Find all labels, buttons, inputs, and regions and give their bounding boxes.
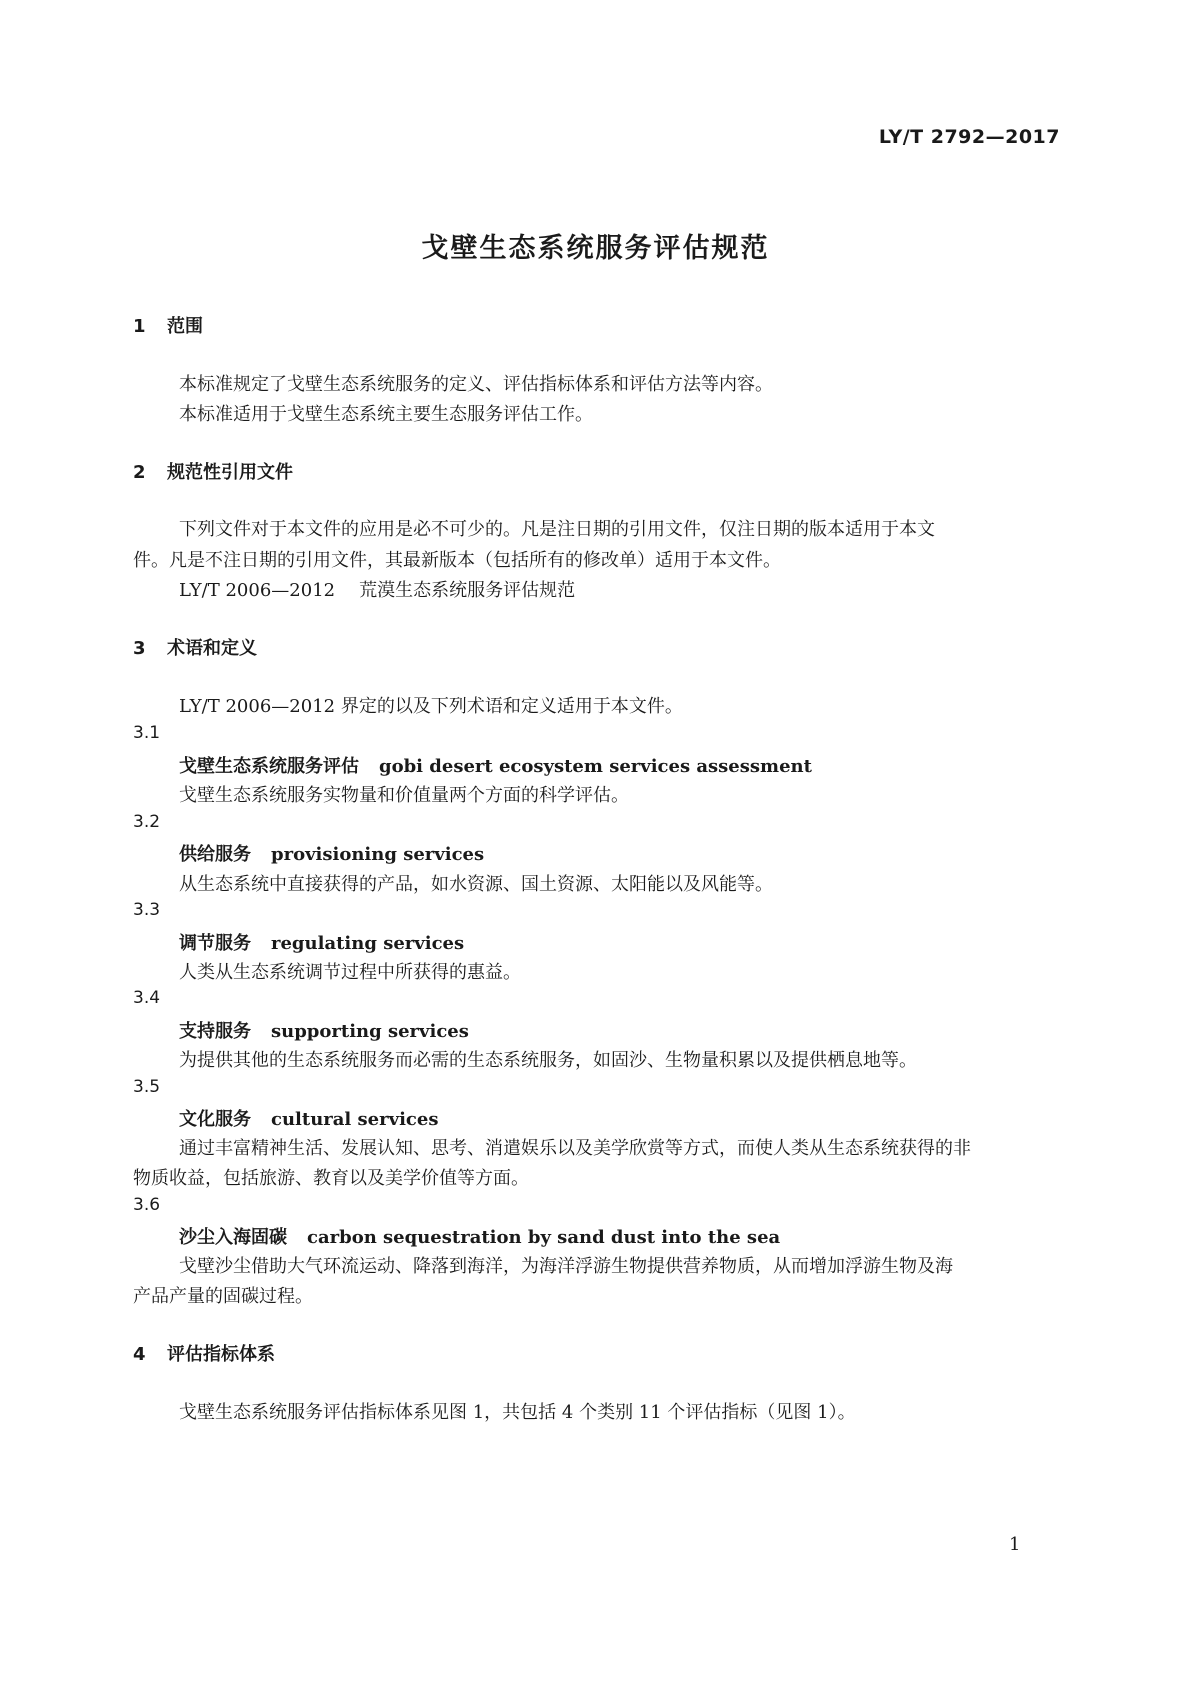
term-definition: 戈壁生态系统服务实物量和价值量两个方面的科学评估。 — [179, 785, 629, 806]
standard-code: LY/T 2792—2017 — [878, 126, 1060, 148]
term-en: cultural services — [271, 1109, 439, 1130]
term-en: regulating services — [271, 933, 465, 954]
section-1-paragraph-1: 本标准规定了戈壁生态系统服务的定义、评估指标体系和评估方法等内容。 — [179, 374, 773, 395]
term-definition-continued: 物质收益，包括旅游、教育以及美学价值等方面。 — [133, 1168, 529, 1189]
section-title: 术语和定义 — [167, 638, 257, 659]
term-number: 3.4 — [133, 988, 161, 1008]
section-2-heading — [133, 458, 293, 484]
term-number: 3.5 — [133, 1077, 161, 1097]
term-number: 3.6 — [133, 1195, 161, 1215]
section-number: 1 — [133, 316, 146, 337]
term-zh: 戈壁生态系统服务评估 — [179, 756, 359, 777]
term-title — [179, 752, 812, 778]
term-zh: 支持服务 — [179, 1021, 251, 1042]
term-definition-continued: 产品产量的固碳过程。 — [133, 1286, 313, 1307]
term-en: supporting services — [271, 1021, 469, 1042]
section-4-paragraph: 戈壁生态系统服务评估指标体系见图 1，共包括 4 个类别 11 个评估指标（见图 1）。 — [179, 1402, 856, 1423]
section-2-intro-line-1: 下列文件对于本文件的应用是必不可少的。凡是注日期的引用文件，仅注日期的版本适用于本文 — [179, 519, 935, 540]
section-2-intro-line-2: 件。凡是不注日期的引用文件，其最新版本（包括所有的修改单）适用于本文件。 — [133, 550, 781, 571]
section-title: 范围 — [167, 316, 203, 337]
section-1-paragraph-2: 本标准适用于戈壁生态系统主要生态服务评估工作。 — [179, 404, 593, 425]
section-number: 4 — [133, 1344, 146, 1365]
reference-code: LY/T 2006—2012 — [179, 580, 336, 601]
term-definition: 从生态系统中直接获得的产品，如水资源、国土资源、太阳能以及风能等。 — [179, 874, 773, 895]
section-3-heading — [133, 634, 257, 660]
term-title — [179, 1223, 780, 1249]
section-title: 规范性引用文件 — [167, 462, 293, 483]
term-definition: 人类从生态系统调节过程中所获得的惠益。 — [179, 962, 521, 983]
normative-reference — [179, 576, 575, 602]
term-en: gobi desert ecosystem services assessment — [379, 756, 812, 777]
page-number: 1 — [1009, 1534, 1021, 1555]
reference-title: 荒漠生态系统服务评估规范 — [359, 580, 576, 601]
term-title — [179, 929, 464, 955]
document-title: 戈壁生态系统服务评估规范 — [421, 233, 770, 264]
term-en: provisioning services — [271, 844, 485, 865]
term-title — [179, 1017, 469, 1043]
term-zh: 供给服务 — [179, 844, 251, 865]
section-4-heading — [133, 1340, 275, 1366]
section-3-intro: LY/T 2006—2012 界定的以及下列术语和定义适用于本文件。 — [179, 696, 683, 717]
term-number: 3.2 — [133, 812, 161, 832]
term-definition: 通过丰富精神生活、发展认知、思考、消遣娱乐以及美学欣赏等方式，而使人类从生态系统获得的非 — [179, 1138, 971, 1159]
term-title — [179, 840, 484, 866]
term-zh: 调节服务 — [179, 933, 251, 954]
term-en: carbon sequestration by sand dust into the sea — [307, 1227, 781, 1248]
term-zh: 沙尘入海固碳 — [179, 1227, 287, 1248]
term-zh: 文化服务 — [179, 1109, 251, 1130]
term-title — [179, 1105, 438, 1131]
term-definition: 为提供其他的生态系统服务而必需的生态系统服务，如固沙、生物量积累以及提供栖息地等。 — [179, 1050, 917, 1071]
section-number: 2 — [133, 462, 146, 483]
term-definition: 戈壁沙尘借助大气环流运动、降落到海洋，为海洋浮游生物提供营养物质，从而增加浮游生物及海 — [179, 1256, 953, 1277]
section-1-heading — [133, 312, 203, 338]
term-number: 3.3 — [133, 900, 161, 920]
section-number: 3 — [133, 638, 146, 659]
section-title: 评估指标体系 — [167, 1344, 275, 1365]
term-number: 3.1 — [133, 723, 161, 743]
